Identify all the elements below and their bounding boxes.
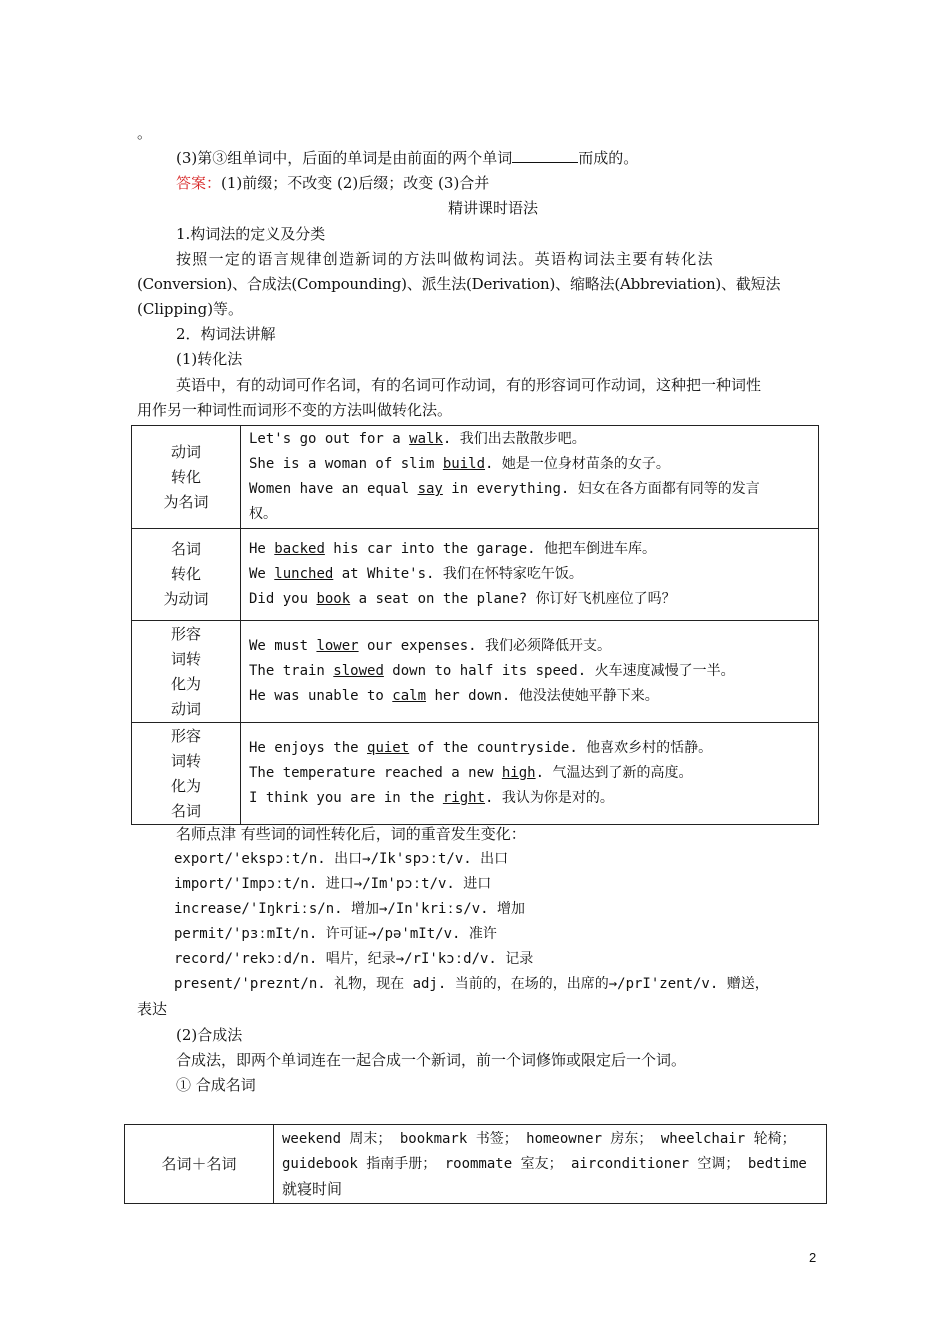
row-label: 形容 词转 化为 名词 [132, 723, 241, 825]
definition-line-3: (Clipping)等。 [137, 300, 244, 318]
row-examples [241, 529, 819, 621]
compound-noun-heading: ① 合成名词 [176, 1076, 256, 1094]
question-3 [176, 146, 950, 171]
example-sentence: Let's go out for a walk. 我们出去散散步吧。 [249, 431, 586, 447]
example-sentence: He enjoys the quiet of the countryside. 他喜欢乡村的恬静。 [249, 740, 713, 756]
table-row [132, 426, 819, 529]
conversion-table [131, 425, 819, 825]
stress-example: permit/'pɜːmIt/n. 许可证→/pə'mIt/v. 准许 [174, 926, 497, 942]
compound-table [124, 1124, 827, 1204]
example-sentence: The temperature reached a new high. 气温达到了新的高度。 [249, 765, 693, 781]
compounding-desc: 合成法，即两个单词连在一起合成一个新词，前一个词修饰或限定后一个词。 [176, 1051, 687, 1069]
question-3-text: (3)第③组单词中，后面的单词是由前面的两个单词 [176, 149, 513, 167]
row-examples [241, 426, 819, 529]
row-examples [274, 1125, 827, 1204]
stress-example-continued: 表达 [137, 1000, 168, 1018]
example-words: weekend 周末； bookmark 书签； homeowner 房东； wheelchair 轮椅； [282, 1130, 796, 1147]
row-label: 动词 转化 为名词 [132, 426, 241, 529]
row-label: 名词＋名词 [125, 1125, 274, 1204]
example-sentence: I think you are in the right. 我认为你是对的。 [249, 790, 614, 806]
heading-definition: 1.构词法的定义及分类 [176, 225, 326, 243]
table-row [132, 723, 819, 825]
table-row [132, 529, 819, 621]
example-sentence: Women have an equal say in everything. 妇女在各方面都有同等的发言 [249, 481, 760, 497]
stress-example: increase/'Iŋkriːs/n. 增加→/In'kriːs/v. 增加 [174, 901, 526, 917]
table-row [125, 1125, 827, 1204]
stress-example: import/'Impɔːt/n. 进口→/Im'pɔːt/v. 进口 [174, 876, 492, 892]
conversion-desc-1: 英语中，有的动词可作名词，有的名词可作动词，有的形容词可作动词，这种把一种词性 [176, 376, 762, 394]
definition-line-2: (Conversion)、合成法(Compounding)、派生法(Derivation)、缩略法(Abbreviation)、截短法 [137, 275, 781, 293]
section-title: 精讲课时语法 [448, 199, 539, 217]
example-sentence: We lunched at White's. 我们在怀特家吃午饭。 [249, 566, 583, 582]
example-sentence: He backed his car into the garage. 他把车倒进车库。 [249, 541, 657, 557]
example-words: 就寝时间 [282, 1179, 343, 1198]
heading-explanation: 2．构词法讲解 [176, 325, 276, 343]
example-sentence: 权。 [249, 506, 277, 522]
answer-line [176, 171, 950, 196]
page-number: 2 [809, 1250, 817, 1265]
example-sentence: We must lower our expenses. 我们必须降低开支。 [249, 638, 612, 654]
row-examples [241, 621, 819, 723]
question-3-end: 而成的。 [578, 149, 639, 167]
example-sentence: She is a woman of slim build. 她是一位身材苗条的女子。 [249, 456, 670, 472]
example-sentence: The train slowed down to half its speed. 火车速度减慢了一半。 [249, 663, 735, 679]
table-row [132, 621, 819, 723]
example-words: guidebook 指南手册； roommate 室友； airconditioner 空调； bedtime [282, 1155, 807, 1172]
top-mark: 。 [137, 124, 153, 142]
definition-line-1: 按照一定的语言规律创造新词的方法叫做构词法。英语构词法主要有转化法 [176, 250, 714, 268]
answer-label: 答案： [176, 174, 222, 192]
teacher-tip: 名师点津 有些词的词性转化后，词的重音发生变化： [176, 825, 526, 843]
row-label: 形容 词转 化为 动词 [132, 621, 241, 723]
stress-example: present/'preznt/n. 礼物，现在 adj. 当前的，在场的，出席的→/prI'zent/v. 赠送， [174, 976, 769, 992]
example-sentence: Did you book a seat on the plane? 你订好飞机座位了吗？ [249, 591, 676, 607]
subheading-compounding: (2)合成法 [176, 1026, 243, 1044]
stress-example: record/'rekɔːd/n. 唱片，纪录→/rI'kɔːd/v. 记录 [174, 951, 534, 967]
row-label: 名词 转化 为动词 [132, 529, 241, 621]
answer-blank [512, 146, 578, 163]
stress-example: export/'ekspɔːt/n. 出口→/Ik'spɔːt/v. 出口 [174, 851, 509, 867]
conversion-desc-2: 用作另一种词性而词形不变的方法叫做转化法。 [137, 401, 453, 419]
subheading-conversion: (1)转化法 [176, 350, 243, 368]
answer-text: (1)前缀；不改变 (2)后缀；改变 (3)合并 [221, 174, 490, 192]
row-examples [241, 723, 819, 825]
example-sentence: He was unable to calm her down. 他没法使她平静下来。 [249, 688, 659, 704]
